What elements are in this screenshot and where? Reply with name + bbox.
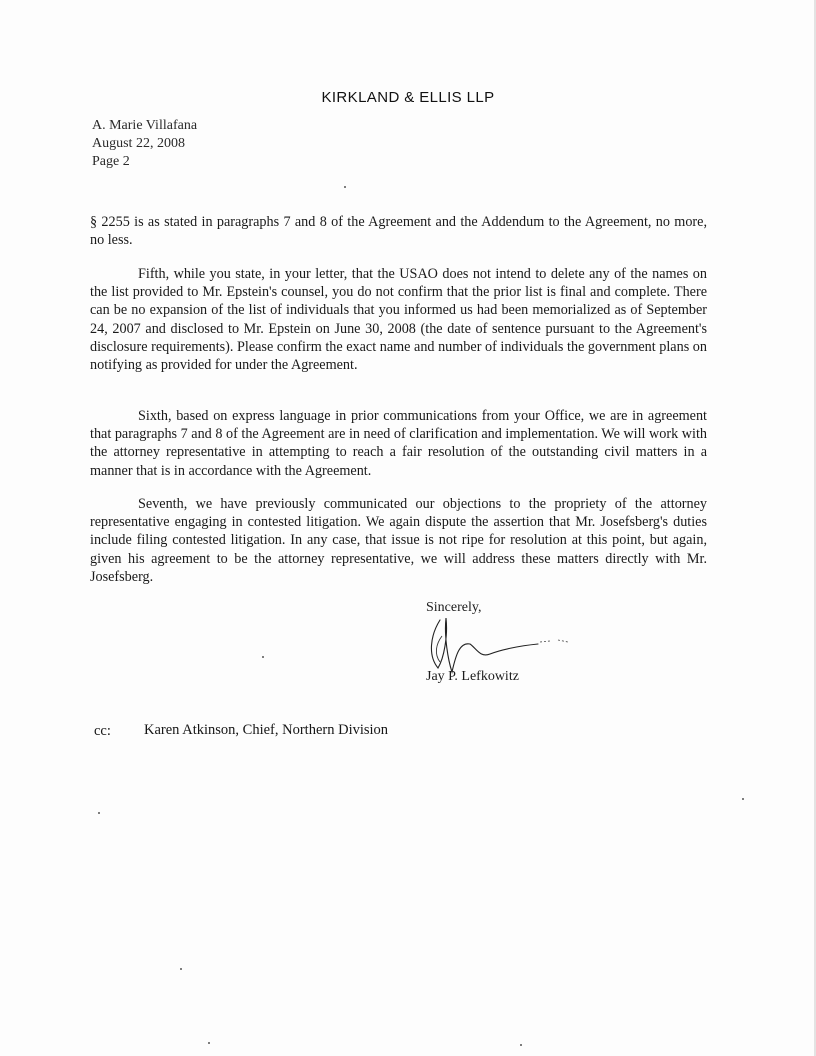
header-page-number: Page 2 [92,154,130,169]
cc-recipient: Karen Atkinson, Chief, Northern Division [144,722,389,738]
scan-speck [520,1044,522,1046]
scan-speck [262,656,264,658]
scan-speck [742,798,744,800]
scan-speck [344,186,346,188]
scan-speck [98,812,100,814]
paragraph-seventh: Seventh, we have previously communicated our objections to the propriety of the attorney representative engaging in contested litigation. We again dispute the assertion that Mr. Josefsberg's duties include filing contested litigation. In any case, that issue is not ripe for resolution at this point, but again, given his agreement to be the attorney representative, we will address these matters directly with Mr. Josefsberg. [90,496,707,585]
cc-label: cc: [94,723,111,739]
paragraph-continuation: § 2255 is as stated in paragraphs 7 and 8 of the Agreement and the Addendum to the Agreement, no more, no less. [90,214,707,249]
scan-speck [180,968,182,970]
letterhead-firm-name: KIRKLAND & ELLIS LLP [321,89,495,106]
paragraph-fifth: Fifth, while you state, in your letter, that the USAO does not intend to delete any of the names on the list provided to Mr. Epstein's counsel, you do not confirm that the prior list is final and complete. There can be no expansion of the list of individuals that you informed us had been memorialized as of September 24, 2007 and disclosed to Mr. Epstein on June 30, 2008 (the date of sentence pursuant to the Agreement's disclosure requirements). Please confirm the exact name and number of individuals the government plans on notifying as provided for under the Agreement. [90,266,707,374]
closing-signer-name: Jay P. Lefkowitz [426,669,519,684]
scan-speck [208,1042,210,1044]
header-date: August 22, 2008 [92,136,185,151]
header-recipient: A. Marie Villafana [92,118,198,133]
paragraph-sixth: Sixth, based on express language in prior communications from your Office, we are in agreement that paragraphs 7 and 8 of the Agreement are in need of clarification and implementation. We will work with the attorney representative in attempting to reach a fair resolution of the outstanding civil matters in a manner that is in accordance with the Agreement. [90,408,707,479]
closing-valediction: Sincerely, [426,600,482,615]
